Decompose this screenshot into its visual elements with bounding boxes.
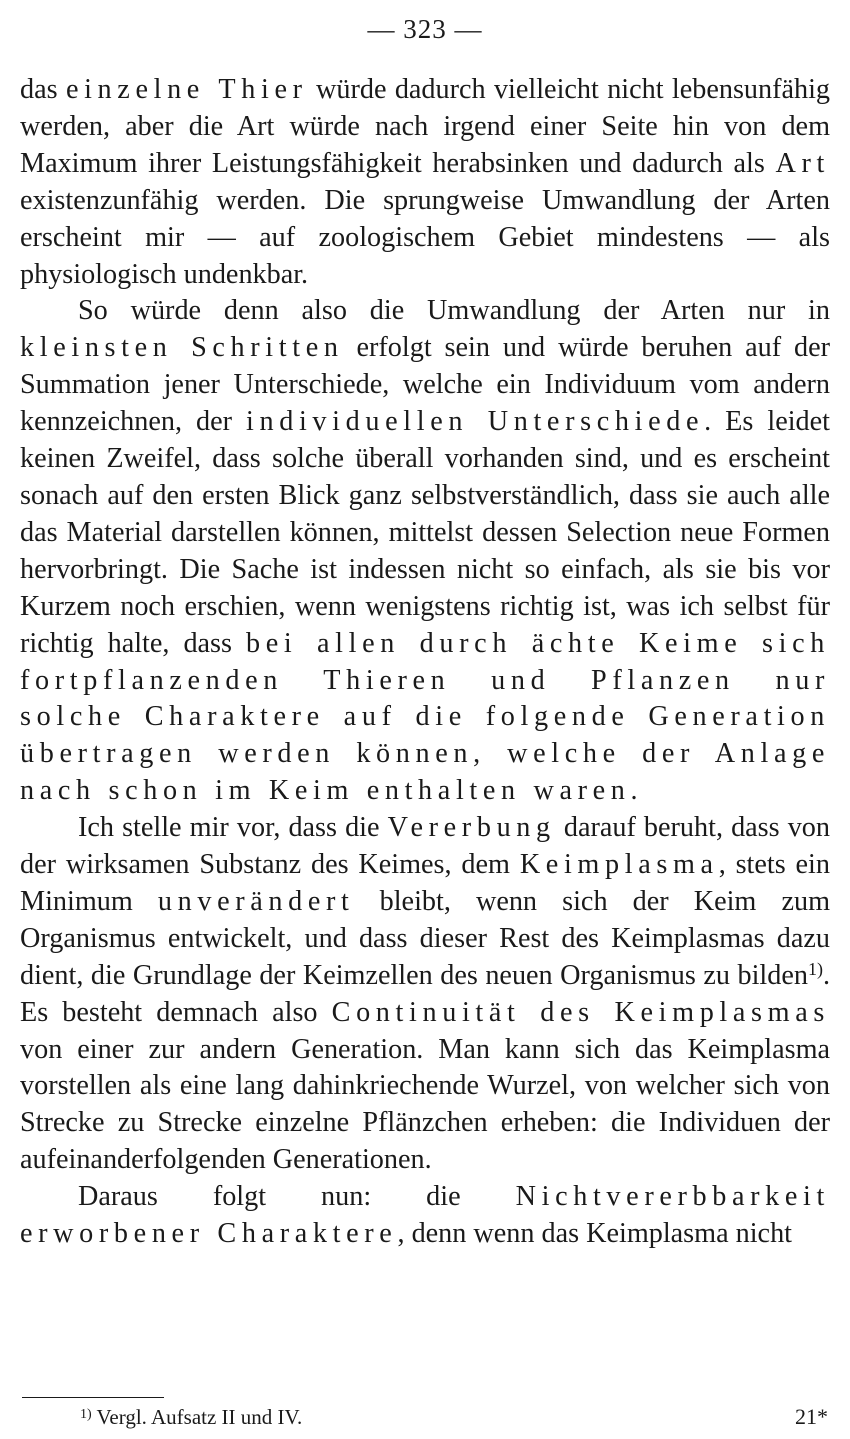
text-segment: würde dadurch vielleicht nicht lebensunfähig werden, aber die Art würde nach irgend einer Seite hin von dem Maximum ihrer Leistungsfähigkeit herabsinken und dadurch als (20, 74, 831, 179)
spaced-emphasis: Continuität des Keimplasmas (331, 996, 830, 1028)
text-segment: bleibt, wenn sich der Keim zum Organismus entwickelt, und dass dieser Rest des Keimplasmas dazu dient, die Grundlage der Keimzellen des neuen Organismus zu bilden (20, 885, 830, 991)
spaced-emphasis: Art (775, 147, 830, 179)
spaced-emphasis: individuellen Unterschiede (246, 406, 705, 438)
spaced-emphasis: Keimplasma (519, 849, 719, 881)
text-segment: erfolgt sein und würde beruhen auf der Summation jener Unterschiede, welche ein Individuum vom andern kennzeichnen, der (20, 332, 830, 438)
page-number: — 323 — (367, 14, 483, 44)
spaced-emphasis: kleinsten Schritten (20, 332, 344, 364)
text-segment: , denn wenn das Keimplasma nicht (397, 1218, 792, 1250)
text-segment: Ich stelle mir vor, dass die (78, 812, 388, 844)
footnote-text: Vergl. Aufsatz II und IV. (91, 1405, 303, 1429)
text-segment: das (20, 74, 66, 105)
text-segment: von einer zur andern Generation. Man kann sich das Keimplasma vorstellen als eine lang dahinkriechende Wurzel, von welcher sich von Strecke zu Strecke einzelne Pflänzchen erheben: die Individuen der aufeinanderfolgenden Generationen. (20, 1033, 830, 1176)
paragraph (20, 293, 830, 810)
text-segment: So würde denn also die Umwandlung der Arten nur in (78, 295, 830, 327)
footnote-mark: 1) (80, 1407, 92, 1422)
paragraph (20, 1179, 830, 1253)
footnote-divider (22, 1397, 164, 1398)
footnote (80, 1404, 302, 1430)
text-segment: existenzunfähig werden. Die sprungweise Umwandlung der Arten erscheint mir — auf zoologischem Gebiet mindestens — als physiologisch undenkbar. (20, 184, 830, 290)
text-segment: darauf beruht, dass von der wirksamen Substanz des Keimes, dem (20, 812, 830, 881)
spaced-emphasis: Vererbung (387, 812, 556, 844)
body-text (20, 72, 830, 1253)
printer-signature: 21* (795, 1404, 828, 1429)
spaced-emphasis: unverändert (157, 885, 355, 917)
spaced-emphasis: Nichtvererbbarkeit erworbener Charaktere (20, 1181, 830, 1250)
paragraph (20, 810, 830, 1179)
text-segment: . (630, 775, 638, 807)
text-segment: . Es besteht demnach also (20, 959, 830, 1028)
text-segment: , stets ein Minimum (20, 849, 830, 917)
spaced-emphasis: bei allen durch ächte Keime sich fortpflanzenden Thieren und Pflanzen nur solche Charaktere auf die folgende Generation übertragen werden können, welche der Anlage nach schon im Keim enthalten waren (20, 627, 830, 807)
footnote-reference[interactable]: 1) (807, 958, 823, 979)
paragraph (20, 72, 830, 293)
text-segment: Daraus folgt nun: die (78, 1181, 516, 1213)
text-segment: . Es leidet keinen Zweifel, dass solche überall vorhanden sind, und es erscheint sonach auf den ersten Blick ganz selbstverständlich, dass sie auch alle das Material darstellen können, mittelst dessen Selection neue Formen hervorbringt. Die Sache ist indessen nicht so einfach, als sie bis vor Kurzem noch erschien, wenn wenigstens richtig ist, was ich selbst für richtig halte, dass (20, 406, 830, 659)
spaced-emphasis: einzelne Thier (65, 74, 308, 105)
